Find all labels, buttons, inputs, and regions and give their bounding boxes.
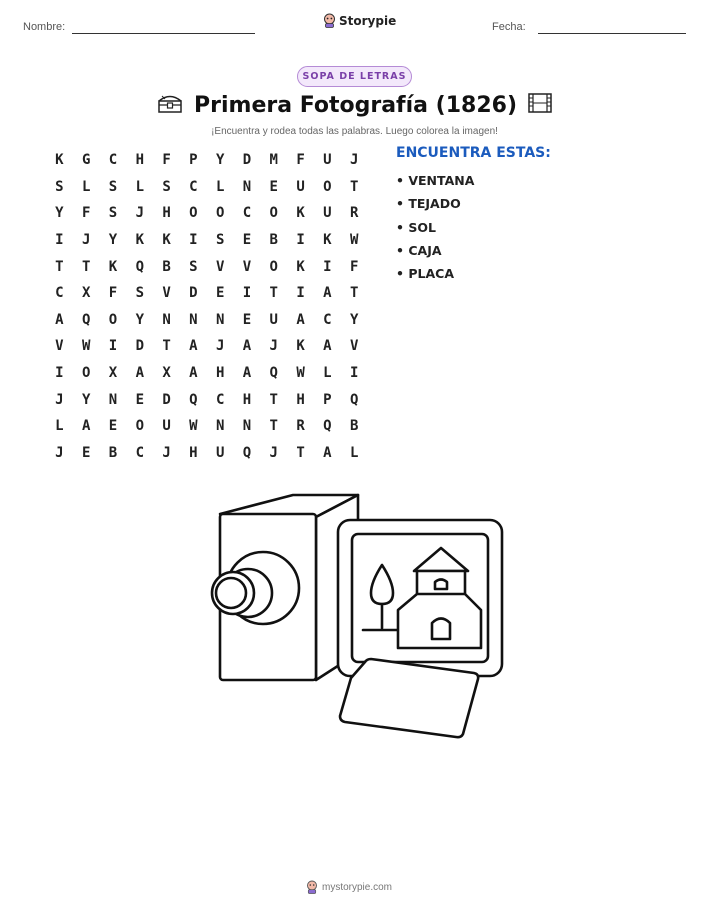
page-title: Primera Fotografía (1826) (194, 93, 517, 118)
grid-letter[interactable]: S (135, 285, 144, 302)
grid-letter[interactable]: T (269, 285, 278, 302)
grid-letter[interactable]: J (81, 232, 91, 249)
grid-letter[interactable]: V (349, 338, 359, 355)
grid-letter[interactable]: R (349, 205, 359, 222)
grid-letter[interactable]: T (349, 178, 359, 195)
grid-row (46, 147, 368, 174)
grid-letter[interactable]: L (81, 178, 91, 195)
grid-letter[interactable]: K (296, 205, 305, 222)
camera-coloring-illustration[interactable] (203, 490, 509, 748)
grid-letter[interactable]: H (215, 365, 225, 382)
grid-letter[interactable]: Q (323, 418, 332, 435)
grid-letter[interactable]: T (269, 418, 278, 435)
grid-letter[interactable]: U (296, 178, 305, 195)
grid-letter[interactable]: E (242, 232, 252, 249)
grid-letter[interactable]: B (108, 444, 118, 461)
grid-letter[interactable]: A (81, 418, 91, 435)
grid-letter[interactable]: T (55, 258, 64, 275)
grid-letter[interactable]: W (296, 365, 305, 382)
date-label: Fecha: (492, 21, 526, 33)
grid-letter[interactable]: O (269, 205, 278, 222)
grid-letter[interactable]: O (269, 258, 278, 275)
grid-letter[interactable]: F (81, 205, 91, 222)
word-item: • SOL (396, 219, 436, 235)
grid-letter[interactable]: K (55, 152, 64, 169)
grid-letter[interactable]: F (296, 152, 305, 169)
grid-row (46, 360, 368, 387)
grid-letter[interactable]: O (215, 205, 225, 222)
grid-letter[interactable]: H (135, 152, 144, 169)
grid-letter[interactable]: L (55, 418, 64, 435)
grid-letter[interactable]: D (135, 338, 144, 355)
grid-letter[interactable]: C (55, 285, 64, 302)
page-title-row (0, 92, 709, 120)
grid-letter[interactable]: F (349, 258, 359, 275)
grid-letter[interactable]: L (215, 178, 225, 195)
grid-row (46, 440, 368, 467)
grid-letter[interactable]: V (162, 285, 171, 302)
grid-letter[interactable]: T (349, 285, 359, 302)
grid-letter[interactable]: P (189, 152, 198, 169)
grid-letter[interactable]: C (215, 391, 225, 408)
film-strip-icon (527, 92, 553, 120)
brand-logo (323, 13, 396, 28)
grid-row (46, 333, 368, 360)
grid-letter[interactable]: A (189, 338, 198, 355)
grid-letter[interactable]: Y (135, 311, 144, 328)
grid-letter[interactable]: L (349, 444, 359, 461)
grid-letter[interactable]: C (323, 311, 332, 328)
grid-letter[interactable]: V (242, 258, 252, 275)
grid-letter[interactable]: J (55, 391, 64, 408)
grid-letter[interactable]: X (162, 365, 171, 382)
grid-letter[interactable]: W (189, 418, 198, 435)
grid-letter[interactable]: Y (215, 152, 225, 169)
grid-letter[interactable]: N (189, 311, 198, 328)
grid-letter[interactable]: U (215, 444, 225, 461)
grid-letter[interactable]: T (81, 258, 91, 275)
grid-letter[interactable]: B (269, 232, 278, 249)
grid-letter[interactable]: N (108, 391, 118, 408)
grid-row (46, 200, 368, 227)
grid-letter[interactable]: A (323, 444, 332, 461)
grid-letter[interactable]: I (55, 232, 64, 249)
grid-letter[interactable]: T (162, 338, 171, 355)
grid-letter[interactable]: I (242, 285, 252, 302)
grid-letter[interactable]: N (242, 178, 252, 195)
word-search-grid (46, 147, 368, 466)
grid-row (46, 413, 368, 440)
grid-letter[interactable]: I (323, 258, 332, 275)
grid-letter[interactable]: A (189, 365, 198, 382)
grid-row (46, 174, 368, 201)
grid-letter[interactable]: Y (349, 311, 359, 328)
grid-letter[interactable]: J (55, 444, 64, 461)
grid-letter[interactable]: A (55, 311, 64, 328)
grid-letter[interactable]: H (242, 391, 252, 408)
word-item: • CAJA (396, 242, 442, 258)
house-door (432, 619, 450, 640)
grid-letter[interactable]: U (269, 311, 278, 328)
grid-letter[interactable]: J (162, 444, 171, 461)
grid-letter[interactable]: J (349, 152, 359, 169)
grid-letter[interactable]: D (242, 152, 252, 169)
grid-letter[interactable]: E (81, 444, 91, 461)
grid-letter[interactable]: K (296, 338, 305, 355)
grid-letter[interactable]: I (349, 365, 359, 382)
grid-letter[interactable]: P (323, 391, 332, 408)
grid-letter[interactable]: M (269, 152, 278, 169)
grid-letter[interactable]: N (162, 311, 171, 328)
grid-letter[interactable]: I (108, 338, 118, 355)
grid-letter[interactable]: G (81, 152, 91, 169)
word-item: • PLACA (396, 266, 454, 282)
grid-letter[interactable]: R (296, 418, 305, 435)
grid-letter[interactable]: S (55, 178, 64, 195)
grid-letter[interactable]: E (108, 418, 118, 435)
footer-url[interactable]: mystorypie.com (322, 881, 393, 893)
grid-letter[interactable]: O (108, 311, 118, 328)
grid-letter[interactable]: I (189, 232, 198, 249)
grid-letter[interactable]: J (269, 444, 278, 461)
grid-letter[interactable]: T (269, 391, 278, 408)
grid-letter[interactable]: S (162, 178, 171, 195)
name-label: Nombre: (23, 21, 66, 33)
grid-letter[interactable]: S (215, 232, 225, 249)
grid-letter[interactable]: K (108, 258, 118, 275)
activity-badge: SOPA DE LETRAS (297, 66, 412, 87)
instructions: ¡Encuentra y rodea todas las palabras. Luego colorea la imagen! (211, 126, 498, 137)
grid-letter[interactable]: F (108, 285, 118, 302)
grid-letter[interactable]: Q (189, 391, 198, 408)
grid-letter[interactable]: A (242, 365, 252, 382)
grid-letter[interactable]: U (162, 418, 171, 435)
grid-letter[interactable]: E (269, 178, 278, 195)
word-item: • VENTANA (396, 173, 475, 188)
grid-letter[interactable]: H (162, 205, 171, 222)
grid-letter[interactable]: I (55, 365, 64, 382)
word-list-title: ENCUENTRA ESTAS: (396, 145, 551, 161)
grid-letter[interactable]: Q (81, 311, 91, 328)
grid-letter[interactable]: L (323, 365, 332, 382)
grid-letter[interactable]: E (215, 285, 225, 302)
storypie-mascot-icon (323, 13, 336, 28)
grid-letter[interactable]: U (323, 152, 332, 169)
grid-letter[interactable]: K (296, 258, 305, 275)
grid-row (46, 253, 368, 280)
grid-letter[interactable]: L (135, 178, 144, 195)
grid-row (46, 227, 368, 254)
grid-row (46, 280, 368, 307)
grid-letter[interactable]: A (296, 311, 305, 328)
grid-letter[interactable]: Q (135, 258, 144, 275)
grid-letter[interactable]: N (215, 418, 225, 435)
grid-letter[interactable]: A (323, 285, 332, 302)
grid-letter[interactable]: O (81, 365, 91, 382)
grid-letter[interactable]: U (323, 205, 332, 222)
grid-letter[interactable]: H (296, 391, 305, 408)
grid-letter[interactable]: Q (242, 444, 252, 461)
grid-row (46, 307, 368, 334)
grid-letter[interactable]: I (296, 285, 305, 302)
grid-letter[interactable]: T (296, 444, 305, 461)
grid-letter[interactable]: N (242, 418, 252, 435)
grid-letter[interactable]: D (189, 285, 198, 302)
grid-letter[interactable]: Y (108, 232, 118, 249)
lens-glass (216, 578, 246, 608)
photographic-plate (340, 659, 478, 737)
grid-letter[interactable]: V (215, 258, 225, 275)
grid-letter[interactable]: Q (349, 391, 359, 408)
grid-letter[interactable]: A (323, 338, 332, 355)
grid-letter[interactable]: E (135, 391, 144, 408)
grid-letter[interactable]: X (81, 285, 91, 302)
grid-letter[interactable]: J (269, 338, 278, 355)
grid-letter[interactable]: F (162, 152, 171, 169)
storypie-mascot-icon (306, 880, 318, 894)
grid-letter[interactable]: W (81, 338, 91, 355)
grid-letter[interactable]: J (215, 338, 225, 355)
grid-letter[interactable]: A (242, 338, 252, 355)
grid-letter[interactable]: C (135, 444, 144, 461)
house-window (435, 580, 447, 590)
grid-letter[interactable]: O (189, 205, 198, 222)
grid-letter[interactable]: S (108, 205, 118, 222)
brand-name: Storypie (339, 13, 397, 28)
grid-letter[interactable]: D (162, 391, 171, 408)
treasure-chest-icon (156, 92, 184, 120)
grid-letter[interactable]: B (162, 258, 171, 275)
grid-letter[interactable]: S (108, 178, 118, 195)
grid-letter[interactable]: K (162, 232, 171, 249)
grid-letter[interactable]: W (349, 232, 359, 249)
grid-row (46, 386, 368, 413)
grid-letter[interactable]: C (108, 152, 118, 169)
grid-letter[interactable]: I (296, 232, 305, 249)
grid-letter[interactable]: O (323, 178, 332, 195)
grid-letter[interactable]: N (215, 311, 225, 328)
footer (306, 880, 392, 894)
grid-letter[interactable]: K (135, 232, 144, 249)
grid-letter[interactable]: O (135, 418, 144, 435)
grid-letter[interactable]: E (242, 311, 252, 328)
grid-letter[interactable]: Y (55, 205, 64, 222)
grid-letter[interactable]: X (108, 365, 118, 382)
grid-letter[interactable]: J (135, 205, 144, 222)
grid-letter[interactable]: V (55, 338, 64, 355)
name-field-line (72, 33, 255, 34)
date-field-line (538, 33, 686, 34)
grid-letter[interactable]: Y (81, 391, 91, 408)
grid-letter[interactable]: H (189, 444, 198, 461)
grid-letter[interactable]: C (189, 178, 198, 195)
grid-letter[interactable]: C (242, 205, 252, 222)
grid-letter[interactable]: K (323, 232, 332, 249)
grid-letter[interactable]: Q (269, 365, 278, 382)
word-item: • TEJADO (396, 196, 461, 212)
grid-letter[interactable]: S (189, 258, 198, 275)
grid-letter[interactable]: B (349, 418, 359, 435)
grid-letter[interactable]: A (135, 365, 144, 382)
word-list (396, 171, 474, 287)
